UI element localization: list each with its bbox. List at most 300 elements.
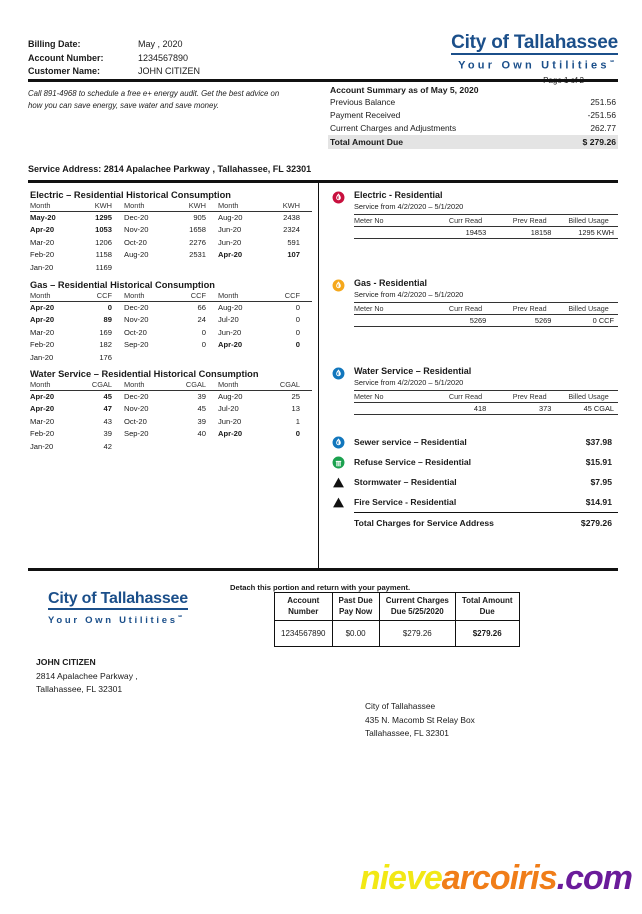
history-row [218,212,312,224]
stub-column-header [275,593,333,621]
meter-column-header: Curr Read [448,216,483,225]
history-month: Mar-20 [30,237,55,247]
history-value: 24 [197,315,206,325]
meter-column-header: Meter No [354,392,384,401]
history-row [124,327,218,339]
customer-name-value: JOHN CITIZEN [138,66,200,76]
stub-logo-tagline-text: Your Own Utilities [48,615,178,627]
service-heading-text [354,190,463,212]
history-title: Gas – Residential Historical Consumption [30,280,215,290]
history-month: Apr-20 [218,340,243,350]
history-row [124,237,218,249]
history-month: Aug-20 [124,250,149,260]
history-value: 0 [201,340,206,350]
logo-tagline-text: Your Own Utilities [458,59,610,72]
history-value: 2438 [283,213,300,222]
history-row [30,249,124,261]
watermark-part-1: nieve [359,859,442,897]
stub-column-header [332,593,379,621]
account-number-value: 1234567890 [138,52,189,63]
history-row [30,212,124,224]
history-month: May-20 [30,213,56,222]
customer-name-row [28,65,200,79]
history-value: 2276 [189,237,206,247]
history-column-header [30,291,124,302]
history-row [218,327,312,339]
column-divider [318,180,319,568]
meter-column-header: Prev Read [512,392,547,401]
history-value: 43 [103,416,112,426]
history-column [218,291,312,364]
history-row [124,416,218,428]
history-row [218,249,312,261]
page-indicator: Page 1 of 2 [543,75,584,85]
service-icon-wrapper [332,190,354,204]
history-column [124,380,218,453]
history-column [30,201,124,274]
history-row [218,237,312,249]
previous-balance-value: 251.56 [590,97,616,107]
history-row [124,391,218,403]
history-value: 1206 [95,237,112,247]
history-month: Apr-20 [218,429,243,439]
stub-header-line: Current Charges [385,596,449,605]
meter-cell: 19453 [465,228,487,237]
history-unit-header: CGAL [185,380,206,389]
history-month: Jan-20 [30,262,54,272]
charge-label: Stormwater – Residential [354,477,457,487]
history-row [124,212,218,224]
watermark-part-3: .com [556,859,632,897]
meter-table-row [354,403,618,415]
history-columns [30,201,312,274]
meter-cell: 45 CGAL [583,404,615,413]
electric-icon [332,191,345,204]
history-row [218,416,312,428]
history-column [124,291,218,364]
history-row [124,314,218,326]
history-unit-header: KWH [94,201,112,210]
service-heading-text [354,278,463,300]
history-value: 42 [103,441,112,451]
current-charges-value: 262.77 [590,123,616,133]
logo-tagline [348,56,618,73]
history-month: Jul-20 [218,404,239,414]
charge-amount: $37.98 [585,437,612,447]
stub-cell: $0.00 [332,621,379,647]
service-heading-text [354,366,471,388]
history-month: Aug-20 [218,303,243,312]
history-month: Dec-20 [124,213,149,222]
history-value: 0 [295,303,300,312]
stub-header-line: Account [287,596,320,605]
previous-balance-label: Previous Balance [330,97,396,107]
history-month-header: Month [124,291,145,300]
history-row [218,224,312,236]
charge-icon-wrapper [332,496,354,509]
history-column-header [30,380,124,391]
detach-note: Detach this portion and return with your payment. [230,583,411,592]
service-name: Electric - Residential [354,190,443,200]
history-month: Oct-20 [124,237,147,247]
city-logo [348,32,618,85]
stub-divider [28,568,618,571]
history-value: 47 [103,404,112,414]
history-month: Apr-20 [30,225,55,235]
history-row [218,314,312,326]
stub-cell: $279.26 [455,621,519,647]
charges-total-label: Total Charges for Service Address [354,518,494,528]
history-column [124,201,218,274]
history-row [30,441,124,453]
history-month: Apr-20 [30,303,55,312]
history-row [218,391,312,403]
service-address: Service Address: 2814 Apalachee Parkway , Tallahassee, FL 32301 [28,164,312,174]
meter-table [354,214,618,239]
history-column [30,380,124,453]
history-row [218,302,312,314]
history-row [30,314,124,326]
history-row [30,403,124,415]
history-month: Mar-20 [30,327,55,337]
history-column [218,380,312,453]
history-row [124,224,218,236]
meter-table-header [354,214,618,227]
service-heading [332,278,618,300]
meter-cell: 5269 [534,316,552,325]
history-value: 0 [107,303,112,312]
gas-service-block [332,278,618,327]
customer-address-name: JOHN CITIZEN [36,657,96,667]
history-title: Water Service – Residential Historical Consumption [30,369,259,379]
meter-cell: 5269 [469,316,487,325]
charge-amount: $7.95 [590,477,612,487]
charge-label: Sewer service – Residential [354,437,467,447]
account-number-label: Account Number: [28,52,104,63]
history-month: Jun-20 [218,237,242,247]
history-value: 1169 [95,262,112,272]
water-drop-icon [332,367,345,380]
history-value: 169 [99,327,112,337]
history-month: Oct-20 [124,416,147,426]
service-address-divider [28,180,618,183]
history-column-header [124,380,218,391]
history-month: Sep-20 [124,429,149,439]
history-month: Jun-20 [218,416,242,426]
charge-amount: $14.91 [585,497,612,507]
stub-header-line: Due 5/25/2020 [390,606,444,616]
history-value: 0 [295,340,300,350]
history-month: Feb-20 [30,340,55,350]
history-value: 89 [103,315,112,325]
meter-cell [354,228,430,237]
charge-row [332,492,618,512]
remit-address [365,700,475,741]
meter-column-header: Prev Read [512,304,547,313]
charges-total-amount: $279.26 [580,518,612,528]
remit-address-line3: Tallahassee, FL 32301 [365,728,449,738]
history-value: 0 [295,327,300,337]
history-value: 2531 [189,250,206,260]
history-row [30,352,124,364]
stub-city-logo [48,590,188,628]
history-month-header: Month [30,201,51,210]
payment-stub-table [274,592,520,647]
history-value: 39 [103,429,112,439]
history-row [218,339,312,351]
history-row [30,416,124,428]
history-row [30,302,124,314]
history-month: Jan-20 [30,441,54,451]
service-icon-wrapper [332,366,354,380]
meter-cell: 1295 KWH [578,228,615,237]
history-unit-header: CGAL [279,380,300,389]
charge-icon-wrapper [332,476,354,489]
total-amount-due-label: Total Amount Due [330,137,404,147]
history-month: Sep-20 [124,340,149,350]
charge-row [332,452,618,472]
meter-table-header [354,390,618,403]
customer-address-line1: 2814 Apalachee Parkway , [36,670,138,681]
history-column [30,291,124,364]
billing-date-row [28,38,200,52]
history-month: Dec-20 [124,392,149,401]
history-title: Electric – Residential Historical Consumption [30,190,231,200]
history-month: Nov-20 [124,225,149,235]
stub-header-row [275,593,520,621]
meter-column-header: Curr Read [448,392,483,401]
history-value: 0 [295,315,300,325]
history-value: 0 [201,327,206,337]
history-row [124,403,218,415]
stub-trademark-icon: ℠ [177,615,186,621]
history-row [30,224,124,236]
payment-received-value: -251.56 [587,110,616,120]
history-month: Oct-20 [124,327,147,337]
history-value: 45 [197,404,206,414]
history-row [218,428,312,440]
charge-label: Refuse Service – Residential [354,457,472,467]
service-heading [332,366,618,388]
meter-column-header: Meter No [354,216,384,225]
history-value: 176 [99,352,112,362]
history-unit-header: CCF [190,291,206,300]
watermark-part-2: arcoiris [441,859,557,897]
remit-address-line1: City of Tallahassee [365,701,436,711]
stub-cell: $279.26 [379,621,455,647]
history-unit-header: CCF [96,291,112,300]
history-row [30,339,124,351]
total-amount-due-row [328,135,618,149]
history-value: 45 [103,392,112,401]
account-number-row [28,52,200,66]
logo-title: City of Tallahassee [451,32,618,53]
history-month: Jul-20 [218,315,239,325]
history-month-header: Month [30,380,51,389]
history-month-header: Month [124,201,145,210]
history-month: Jun-20 [218,225,242,235]
summary-row [328,96,618,109]
history-column-header [218,291,312,302]
electric-service-block [332,190,618,239]
customer-address-line2: Tallahassee, FL 32301 [36,684,123,694]
meter-column-header: Billed Usage [568,304,609,313]
stub-column-header [455,593,519,621]
meter-column-header: Meter No [354,304,384,313]
history-month: Nov-20 [124,315,149,325]
stub-header-line: Total Amount [461,596,513,605]
charges-total-row [354,513,618,533]
billing-date-value: May , 2020 [138,39,183,49]
stub-column-header [379,593,455,621]
current-charges-label: Current Charges and Adjustments [330,123,457,133]
meter-table [354,390,618,415]
charge-icon-wrapper [332,436,354,449]
meter-column-header: Billed Usage [568,216,609,225]
history-value: 0 [295,429,300,439]
history-value: 591 [287,237,300,247]
water-service-block [332,366,618,415]
charge-label: Fire Service - Residential [354,497,457,507]
history-columns [30,380,312,453]
history-columns [30,291,312,364]
customer-name-label: Customer Name: [28,66,101,76]
history-value: 1 [295,416,300,426]
meter-cell: 0 CCF [592,316,615,325]
history-column-header [218,201,312,212]
total-amount-due-value: $ 279.26 [582,137,616,147]
meter-cell [354,316,430,325]
history-value: 13 [291,404,300,414]
history-month: Dec-20 [124,303,149,312]
stub-logo-title: City of Tallahassee [48,590,188,610]
stub-header-line: Past Due [338,596,373,605]
history-row [30,391,124,403]
history-value: 182 [99,340,112,350]
history-value: 1658 [189,225,206,235]
history-month: Feb-20 [30,250,55,260]
stub-header-line: Pay Now [338,606,373,616]
history-row [124,249,218,261]
meter-column-header: Prev Read [512,216,547,225]
history-value: 39 [197,416,206,426]
meter-cell: 418 [473,404,487,413]
charge-amount: $15.91 [585,457,612,467]
service-name: Water Service – Residential [354,366,472,376]
meter-cell [354,404,430,413]
history-month: Aug-20 [218,392,243,401]
history-month: Nov-20 [124,404,149,414]
history-value: 107 [287,250,300,260]
history-month: Jun-20 [218,327,242,337]
stub-header-line: Number [288,606,319,616]
history-column-header [124,201,218,212]
meter-column-header: Billed Usage [568,392,609,401]
energy-audit-note: Call 891-4968 to schedule a free e+ energy audit. Get the best advice on how you can save energy, save water and save money. [28,89,280,110]
history-month: Jan-20 [30,352,54,362]
history-value: 25 [291,392,300,401]
history-value: 39 [197,392,206,401]
history-value: 66 [197,303,206,312]
service-icon-wrapper [332,278,354,292]
stub-cell: 1234567890 [275,621,333,647]
history-month: Apr-20 [30,315,55,325]
refuse-bin-icon [332,456,345,469]
meter-table [354,302,618,327]
service-period: Service from 4/2/2020 – 5/1/2020 [354,202,464,211]
summary-row [328,109,618,122]
history-unit-header: CCF [284,291,300,300]
meter-cell: 18158 [530,228,552,237]
summary-row [328,122,618,135]
charges-list [332,432,618,533]
trademark-icon: ℠ [609,60,618,66]
watermark [360,859,632,898]
stub-logo-tagline [48,611,188,628]
header-divider [28,79,618,82]
history-column-header [124,291,218,302]
history-row [218,403,312,415]
history-month-header: Month [30,291,51,300]
billing-date-label: Billing Date: [28,39,81,49]
history-month: Apr-20 [30,404,55,414]
charge-row [332,472,618,492]
meter-cell: 373 [539,404,552,413]
water-history-block [30,369,312,453]
gas-flame-icon [332,279,345,292]
gas-history-block [30,280,312,364]
history-value: 1053 [95,225,112,235]
history-row [30,327,124,339]
history-month: Apr-20 [218,250,243,260]
service-heading [332,190,618,212]
history-unit-header: CGAL [91,380,112,389]
customer-address [36,656,138,697]
meter-table-header [354,302,618,315]
bill-header [28,32,618,85]
account-summary-title: Account Summary as of May 5, 2020 [330,85,479,95]
history-row [30,237,124,249]
history-month: Apr-20 [30,392,55,401]
history-unit-header: KWH [188,201,206,210]
history-row [124,428,218,440]
sewer-drop-icon [332,436,345,449]
stub-header-line: Due [479,606,495,616]
meter-column-header: Curr Read [448,304,483,313]
service-period: Service from 4/2/2020 – 5/1/2020 [354,378,464,387]
history-row [30,262,124,274]
meter-table-row [354,227,618,239]
history-value: 1158 [95,250,112,260]
stormwater-triangle-icon [332,476,345,489]
history-month-header: Month [124,380,145,389]
history-month: Mar-20 [30,416,55,426]
history-month-header: Month [218,291,239,300]
service-name: Gas - Residential [354,278,428,288]
account-summary [328,84,618,149]
charge-icon-wrapper [332,456,354,469]
history-column-header [218,380,312,391]
service-period: Service from 4/2/2020 – 5/1/2020 [354,290,464,299]
stub-value-row [275,621,520,647]
history-unit-header: KWH [282,201,300,210]
header-fields [28,38,200,79]
history-column [218,201,312,274]
history-row [124,302,218,314]
meter-table-row [354,315,618,327]
remit-address-line2: 435 N. Macomb St Relay Box [365,714,475,725]
history-value: 40 [197,429,206,439]
